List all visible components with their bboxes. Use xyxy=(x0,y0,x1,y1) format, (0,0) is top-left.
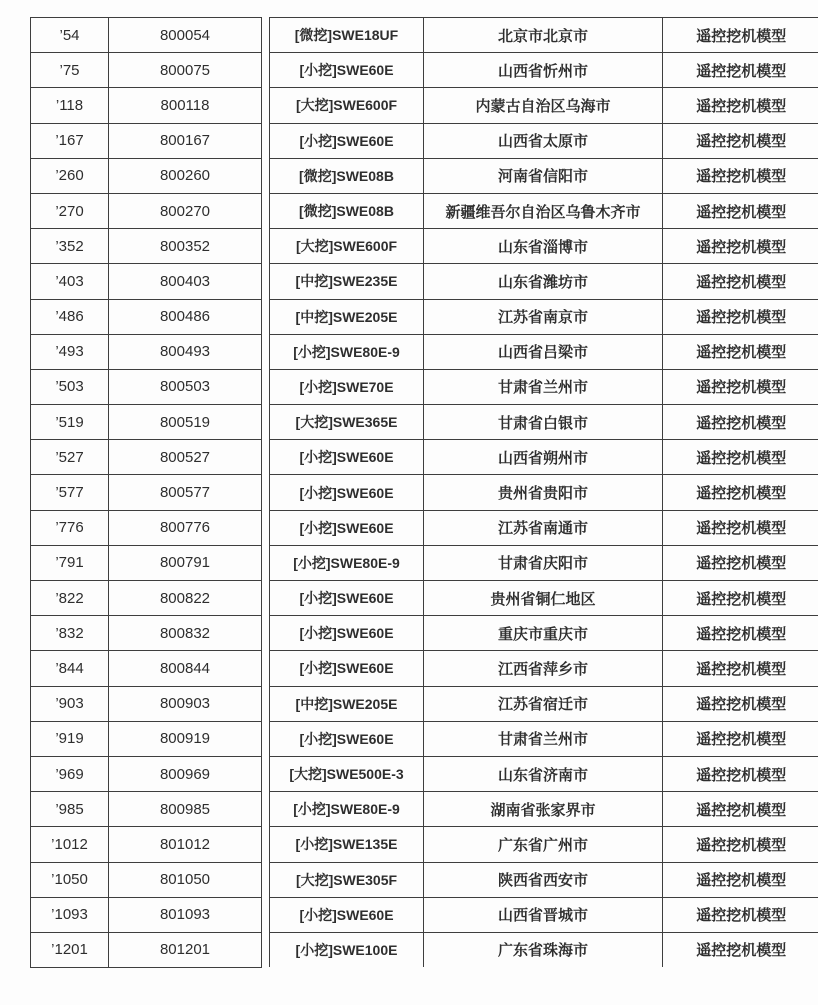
table-row xyxy=(31,405,262,440)
row-index-cell: ’577 xyxy=(31,475,109,510)
region-cell: 山东省淄博市 xyxy=(424,229,663,264)
order-code-cell: 800791 xyxy=(109,545,262,580)
table-row xyxy=(270,932,818,967)
table-row xyxy=(270,53,818,88)
model-cell: [中挖]SWE205E xyxy=(270,299,424,334)
product-cell: 遥控挖机模型 xyxy=(663,229,818,264)
model-cell: [小挖]SWE60E xyxy=(270,53,424,88)
product-cell: 遥控挖机模型 xyxy=(663,299,818,334)
table-row xyxy=(31,862,262,897)
table-row xyxy=(31,475,262,510)
product-cell: 遥控挖机模型 xyxy=(663,581,818,616)
product-cell: 遥控挖机模型 xyxy=(663,651,818,686)
table-row xyxy=(31,299,262,334)
order-code-cell: 800527 xyxy=(109,440,262,475)
row-index-cell: ’118 xyxy=(31,88,109,123)
table-row xyxy=(270,827,818,862)
product-cell: 遥控挖机模型 xyxy=(663,616,818,651)
region-cell: 甘肃省白银市 xyxy=(424,405,663,440)
product-cell: 遥控挖机模型 xyxy=(663,264,818,299)
row-index-cell: ’919 xyxy=(31,721,109,756)
order-code-cell: 800985 xyxy=(109,792,262,827)
order-code-cell: 800075 xyxy=(109,53,262,88)
order-code-cell: 800167 xyxy=(109,123,262,158)
model-cell: [微挖]SWE18UF xyxy=(270,18,424,53)
row-index-cell: ’844 xyxy=(31,651,109,686)
order-code-cell: 800493 xyxy=(109,334,262,369)
order-code-cell: 800486 xyxy=(109,299,262,334)
product-cell: 遥控挖机模型 xyxy=(663,193,818,228)
table-row xyxy=(31,440,262,475)
order-code-cell: 800822 xyxy=(109,581,262,616)
model-cell: [小挖]SWE60E xyxy=(270,440,424,475)
table-row xyxy=(270,616,818,651)
model-cell: [大挖]SWE365E xyxy=(270,405,424,440)
row-index-cell: ’1093 xyxy=(31,897,109,932)
region-cell: 山东省潍坊市 xyxy=(424,264,663,299)
model-cell: [大挖]SWE500E-3 xyxy=(270,756,424,791)
row-index-cell: ’503 xyxy=(31,369,109,404)
row-index-cell: ’776 xyxy=(31,510,109,545)
table-row xyxy=(31,897,262,932)
row-index-cell: ’167 xyxy=(31,123,109,158)
table-row xyxy=(31,264,262,299)
region-cell: 陕西省西安市 xyxy=(424,862,663,897)
region-cell: 贵州省贵阳市 xyxy=(424,475,663,510)
table-row xyxy=(270,792,818,827)
table-row xyxy=(31,18,262,53)
table-row xyxy=(270,405,818,440)
row-index-cell: ’822 xyxy=(31,581,109,616)
region-cell: 山西省晋城市 xyxy=(424,897,663,932)
product-cell: 遥控挖机模型 xyxy=(663,545,818,580)
order-code-cell: 800919 xyxy=(109,721,262,756)
order-code-cell: 800577 xyxy=(109,475,262,510)
table-row xyxy=(270,193,818,228)
model-cell: [大挖]SWE600F xyxy=(270,88,424,123)
product-cell: 遥控挖机模型 xyxy=(663,827,818,862)
table-row xyxy=(270,475,818,510)
region-cell: 山西省忻州市 xyxy=(424,53,663,88)
model-cell: [微挖]SWE08B xyxy=(270,193,424,228)
product-cell: 遥控挖机模型 xyxy=(663,792,818,827)
row-index-cell: ’519 xyxy=(31,405,109,440)
region-cell: 湖南省张家界市 xyxy=(424,792,663,827)
region-cell: 江苏省宿迁市 xyxy=(424,686,663,721)
region-cell: 贵州省铜仁地区 xyxy=(424,581,663,616)
table-row xyxy=(31,545,262,580)
table-row xyxy=(270,897,818,932)
table-row xyxy=(31,510,262,545)
model-cell: [中挖]SWE205E xyxy=(270,686,424,721)
order-code-cell: 800903 xyxy=(109,686,262,721)
row-index-cell: ’791 xyxy=(31,545,109,580)
model-cell: [大挖]SWE305F xyxy=(270,862,424,897)
model-cell: [小挖]SWE60E xyxy=(270,616,424,651)
table-row xyxy=(270,88,818,123)
model-cell: [小挖]SWE80E-9 xyxy=(270,545,424,580)
row-index-cell: ’903 xyxy=(31,686,109,721)
table-row xyxy=(270,369,818,404)
table-row xyxy=(31,123,262,158)
table-row xyxy=(31,651,262,686)
product-cell: 遥控挖机模型 xyxy=(663,53,818,88)
row-index-cell: ’403 xyxy=(31,264,109,299)
region-cell: 新疆维吾尔自治区乌鲁木齐市 xyxy=(424,193,663,228)
product-cell: 遥控挖机模型 xyxy=(663,158,818,193)
table-row xyxy=(31,334,262,369)
order-code-cell: 800832 xyxy=(109,616,262,651)
region-cell: 甘肃省兰州市 xyxy=(424,721,663,756)
table-row xyxy=(270,756,818,791)
order-code-cell: 800969 xyxy=(109,756,262,791)
model-cell: [小挖]SWE80E-9 xyxy=(270,792,424,827)
table-row xyxy=(270,229,818,264)
product-cell: 遥控挖机模型 xyxy=(663,932,818,967)
model-region-table-body xyxy=(270,18,818,968)
row-index-cell: ’493 xyxy=(31,334,109,369)
table-row xyxy=(270,123,818,158)
table-row xyxy=(31,616,262,651)
order-code-cell: 801050 xyxy=(109,862,262,897)
region-cell: 重庆市重庆市 xyxy=(424,616,663,651)
order-code-cell: 800403 xyxy=(109,264,262,299)
region-cell: 山西省太原市 xyxy=(424,123,663,158)
table-row xyxy=(31,158,262,193)
order-code-cell: 801093 xyxy=(109,897,262,932)
model-cell: [小挖]SWE60E xyxy=(270,475,424,510)
region-cell: 甘肃省庆阳市 xyxy=(424,545,663,580)
row-index-cell: ’832 xyxy=(31,616,109,651)
order-code-cell: 801201 xyxy=(109,932,262,967)
table-row xyxy=(270,440,818,475)
row-index-cell: ’527 xyxy=(31,440,109,475)
excavator-records-table xyxy=(30,17,818,968)
table-row xyxy=(270,334,818,369)
model-cell: [小挖]SWE60E xyxy=(270,581,424,616)
row-index-cell: ’352 xyxy=(31,229,109,264)
product-cell: 遥控挖机模型 xyxy=(663,862,818,897)
product-cell: 遥控挖机模型 xyxy=(663,440,818,475)
row-index-cell: ’270 xyxy=(31,193,109,228)
row-index-cell: ’969 xyxy=(31,756,109,791)
table-row xyxy=(31,88,262,123)
model-cell: [小挖]SWE70E xyxy=(270,369,424,404)
product-cell: 遥控挖机模型 xyxy=(663,18,818,53)
model-region-table xyxy=(269,17,818,967)
table-row xyxy=(270,721,818,756)
table-row xyxy=(31,792,262,827)
region-cell: 北京市北京市 xyxy=(424,18,663,53)
order-code-cell: 801012 xyxy=(109,827,262,862)
table-row xyxy=(270,651,818,686)
table-row xyxy=(31,827,262,862)
row-index-cell: ’54 xyxy=(31,18,109,53)
product-cell: 遥控挖机模型 xyxy=(663,123,818,158)
model-cell: [小挖]SWE60E xyxy=(270,651,424,686)
table-row xyxy=(270,581,818,616)
region-cell: 山西省吕梁市 xyxy=(424,334,663,369)
row-index-cell: ’260 xyxy=(31,158,109,193)
region-cell: 广东省珠海市 xyxy=(424,932,663,967)
row-index-cell: ’985 xyxy=(31,792,109,827)
model-cell: [小挖]SWE60E xyxy=(270,510,424,545)
table-row xyxy=(270,510,818,545)
product-cell: 遥控挖机模型 xyxy=(663,369,818,404)
model-cell: [小挖]SWE100E xyxy=(270,932,424,967)
index-code-table xyxy=(30,17,262,968)
product-cell: 遥控挖机模型 xyxy=(663,405,818,440)
table-row xyxy=(31,229,262,264)
table-row xyxy=(270,686,818,721)
table-row xyxy=(31,53,262,88)
order-code-cell: 800503 xyxy=(109,369,262,404)
order-code-cell: 800776 xyxy=(109,510,262,545)
order-code-cell: 800118 xyxy=(109,88,262,123)
region-cell: 甘肃省兰州市 xyxy=(424,369,663,404)
product-cell: 遥控挖机模型 xyxy=(663,88,818,123)
row-index-cell: ’75 xyxy=(31,53,109,88)
table-row xyxy=(31,686,262,721)
row-index-cell: ’1201 xyxy=(31,932,109,967)
region-cell: 江苏省南通市 xyxy=(424,510,663,545)
model-cell: [中挖]SWE235E xyxy=(270,264,424,299)
table-row xyxy=(270,862,818,897)
table-row xyxy=(31,756,262,791)
region-cell: 广东省广州市 xyxy=(424,827,663,862)
row-index-cell: ’1012 xyxy=(31,827,109,862)
model-cell: [微挖]SWE08B xyxy=(270,158,424,193)
table-row xyxy=(31,369,262,404)
index-code-table-body xyxy=(31,18,262,968)
product-cell: 遥控挖机模型 xyxy=(663,475,818,510)
order-code-cell: 800519 xyxy=(109,405,262,440)
product-cell: 遥控挖机模型 xyxy=(663,721,818,756)
table-row xyxy=(270,158,818,193)
model-cell: [小挖]SWE80E-9 xyxy=(270,334,424,369)
product-cell: 遥控挖机模型 xyxy=(663,686,818,721)
model-cell: [小挖]SWE60E xyxy=(270,721,424,756)
region-cell: 江苏省南京市 xyxy=(424,299,663,334)
region-cell: 河南省信阳市 xyxy=(424,158,663,193)
row-index-cell: ’1050 xyxy=(31,862,109,897)
order-code-cell: 800352 xyxy=(109,229,262,264)
region-cell: 山东省济南市 xyxy=(424,756,663,791)
table-row xyxy=(270,18,818,53)
table-row xyxy=(270,299,818,334)
table-row xyxy=(270,545,818,580)
product-cell: 遥控挖机模型 xyxy=(663,510,818,545)
product-cell: 遥控挖机模型 xyxy=(663,897,818,932)
model-cell: [小挖]SWE60E xyxy=(270,897,424,932)
model-cell: [小挖]SWE60E xyxy=(270,123,424,158)
table-row xyxy=(31,932,262,967)
table-row xyxy=(31,581,262,616)
row-index-cell: ’486 xyxy=(31,299,109,334)
region-cell: 内蒙古自治区乌海市 xyxy=(424,88,663,123)
model-cell: [大挖]SWE600F xyxy=(270,229,424,264)
order-code-cell: 800270 xyxy=(109,193,262,228)
order-code-cell: 800260 xyxy=(109,158,262,193)
order-code-cell: 800844 xyxy=(109,651,262,686)
model-cell: [小挖]SWE135E xyxy=(270,827,424,862)
region-cell: 山西省朔州市 xyxy=(424,440,663,475)
order-code-cell: 800054 xyxy=(109,18,262,53)
table-row xyxy=(270,264,818,299)
table-row xyxy=(31,721,262,756)
table-row xyxy=(31,193,262,228)
product-cell: 遥控挖机模型 xyxy=(663,334,818,369)
product-cell: 遥控挖机模型 xyxy=(663,756,818,791)
region-cell: 江西省萍乡市 xyxy=(424,651,663,686)
